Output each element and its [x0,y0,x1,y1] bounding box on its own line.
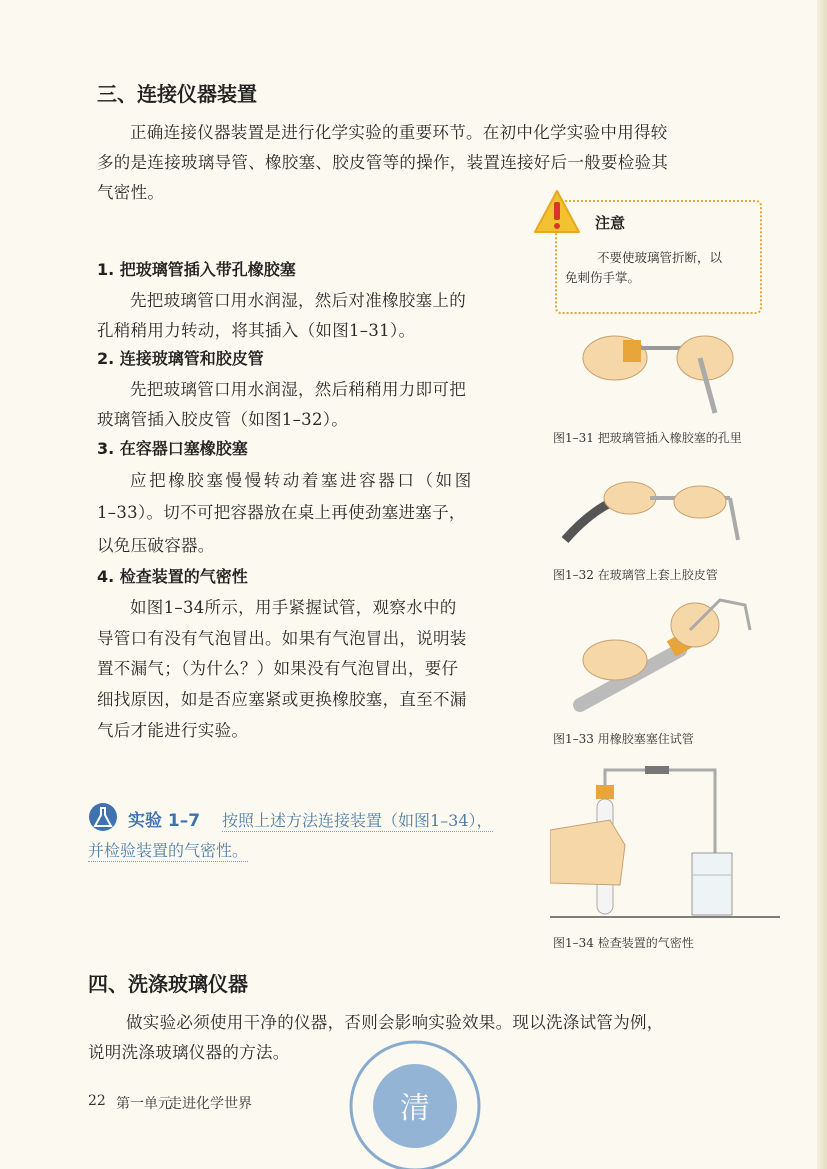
step-line: 导管口有没有气泡冒出。如果有气泡冒出，说明装 [97,629,467,648]
intro-line: 正确连接仪器装置是进行化学实验的重要环节。在初中化学实验中用得较 [130,123,668,142]
step-line: 细找原因，如是否应塞紧或更换橡胶塞，直至不漏 [97,690,467,709]
step-line: 以免压破容器。 [97,536,215,555]
figure-caption: 图1–32 在玻璃管上套上胶皮管 [553,568,718,582]
step-title: 4. 检查装置的气密性 [97,567,248,586]
figure-1-32-illustration [560,470,760,555]
chapter-label: 走进化学世界 [168,1096,252,1112]
svg-text:清: 清 [400,1091,430,1126]
figure-1-34-illustration [550,765,780,925]
step-title: 2. 连接玻璃管和胶皮管 [97,349,264,368]
page-number: 22 [88,1093,106,1109]
step-line: 孔稍稍用力转动，将其插入（如图1–31）。 [97,321,416,340]
step-line: 先把玻璃管口用水润湿，然后稍稍用力即可把 [130,380,466,399]
experiment-label: 实验 1–7 [128,811,201,831]
figure-1-31-illustration [575,318,765,418]
experiment-line: 按照上述方法连接装置（如图1–34）， [222,808,493,832]
note-line: 免刺伤手掌。 [565,270,641,285]
step-line: 玻璃管插入胶皮管（如图1–32）。 [97,410,349,429]
section4-line: 说明洗涤玻璃仪器的方法。 [88,1043,290,1062]
section3-title: 三、连接仪器装置 [97,82,257,106]
section4-title: 四、洗涤玻璃仪器 [88,972,248,996]
intro-line: 气密性。 [97,183,165,202]
warning-icon [532,188,582,236]
figure-1-33-illustration [570,590,760,720]
step-line: 置不漏气；（为什么？）如果没有气泡冒出，要仔 [97,659,459,678]
watermark-seal [347,1036,483,1169]
flask-icon [88,802,118,834]
figure-caption: 图1–31 把玻璃管插入橡胶塞的孔里 [553,431,742,445]
note-line: 不要使玻璃管折断，以 [597,250,723,265]
step-line: 如图1–34所示，用手紧握试管，观察水中的 [130,598,457,617]
figure-caption: 图1–33 用橡胶塞塞住试管 [553,732,694,746]
intro-line: 多的是连接玻璃导管、橡胶塞、胶皮管等的操作，装置连接好后一般要检验其 [97,153,669,172]
step-line: 1–33）。切不可把容器放在桌上再使劲塞进塞子， [97,503,466,522]
note-box [555,200,762,314]
page-edge [817,0,827,1169]
step-line: 先把玻璃管口用水润湿，然后对准橡胶塞上的 [130,291,466,310]
section4-line: 做实验必须使用干净的仪器，否则会影响实验效果。现以洗涤试管为例， [126,1013,664,1032]
step-title: 1. 把玻璃管插入带孔橡胶塞 [97,260,296,279]
figure-caption: 图1–34 检查装置的气密性 [553,936,694,950]
experiment-line: 并检验装置的气密性。 [88,838,248,862]
step-title: 3. 在容器口塞橡胶塞 [97,439,248,458]
step-line: 气后才能进行实验。 [97,721,249,740]
step-line: 应把橡胶塞慢慢转动着塞进容器口（如图 [130,471,474,490]
note-title: 注意 [595,214,626,232]
unit-label: 第一单元 [116,1096,172,1112]
